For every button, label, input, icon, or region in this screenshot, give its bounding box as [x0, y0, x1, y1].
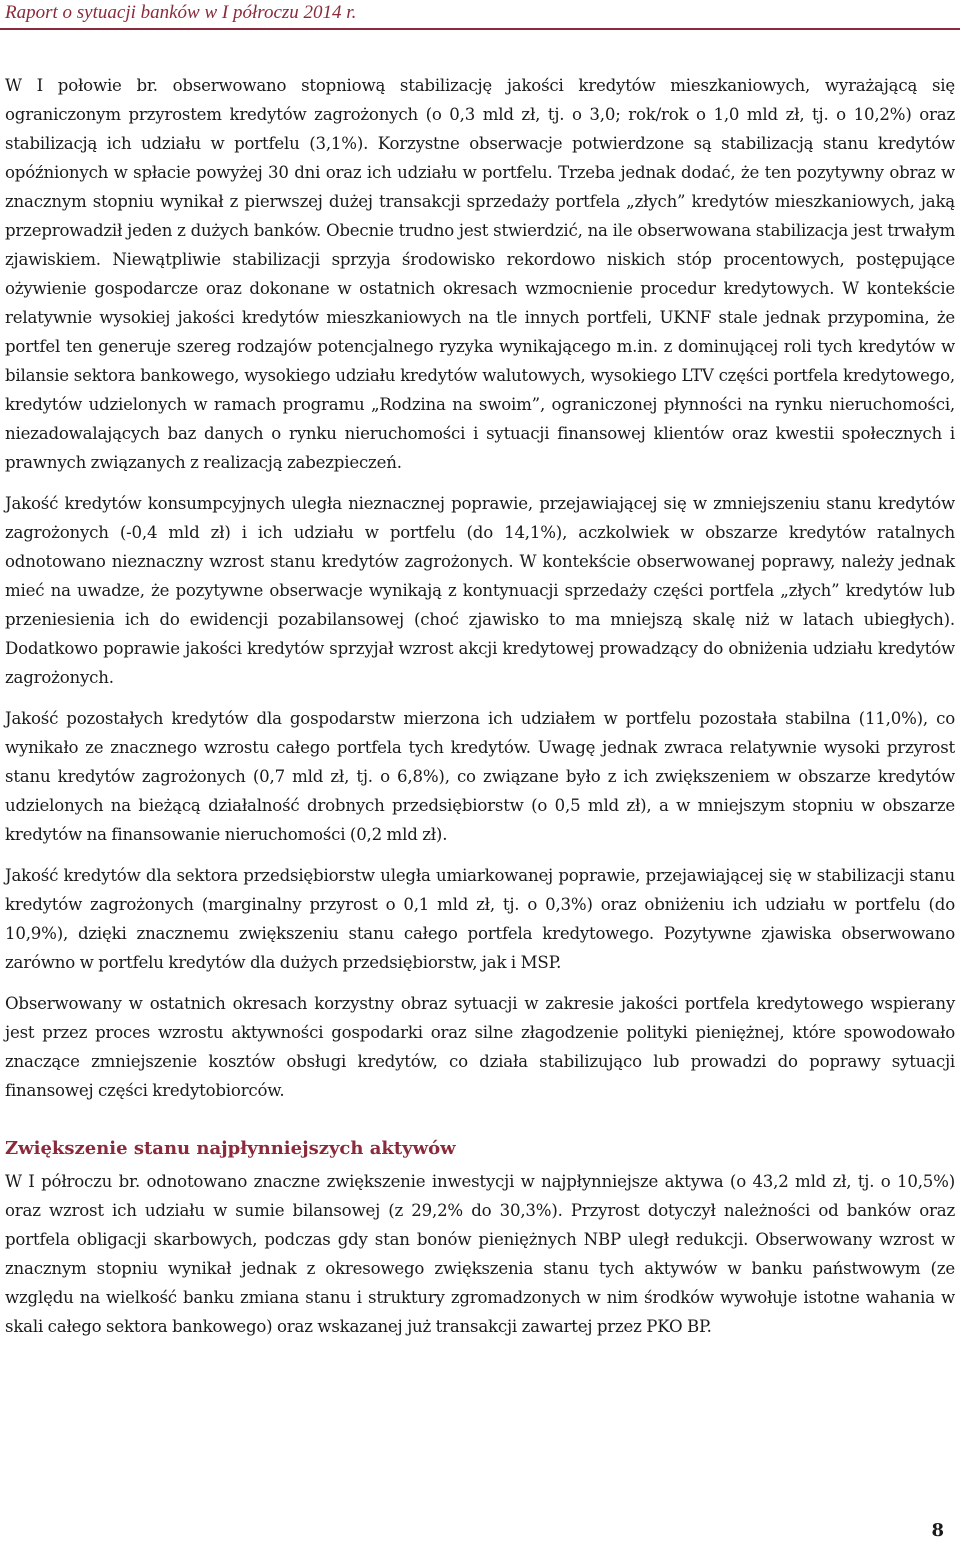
paragraph-other-household-loans: Jakość pozostałych kredytów dla gospodarstw mierzona ich udziałem w portfelu pozostała stabilna (11,0%), co wynikało ze znacznego wzrostu całego portfela tych kredytów. Uwagę jednak zwraca relatywnie wysoki przyrost stanu kredytów zagrożonych (0,7 mld zł, tj. o 6,8%), co związane było z ich zwiększeniem w obszarze kredytów udzielonych na bieżącą działalność drobnych przedsiębiorstw (o 0,5 mld zł), a w mniejszym stopniu w obszarze kredytów na finansowanie nieruchomości (0,2 mld zł). — [5, 709, 955, 844]
paragraph-portfolio-outlook: Obserwowany w ostatnich okresach korzystny obraz sytuacji w zakresie jakości portfela kredytowego wspierany jest przez proces wzrostu aktywności gospodarki oraz silne złagodzenie polityki pieniężnej, które spowodowało znaczące zmniejszenie kosztów obsługi kredytów, co działa stabilizująco lub prowadzi do poprawy sytuacji finansowej części kredytobiorców. — [5, 994, 955, 1100]
page-header — [0, 0, 960, 28]
paragraph-liquid-assets: W I półroczu br. odnotowano znaczne zwiększenie inwestycji w najpłynniejsze aktywa (o 43,2 mld zł, tj. o 10,5%) oraz wzrost ich udziału w sumie bilansowej (z 29,2% do 30,3%). Przyrost dotyczył należności od banków oraz portfela obligacji skarbowych, podczas gdy stan bonów pieniężnych NBP uległ redukcji. Obserwowany wzrost w znacznym stopniu wynikał jednak z okresowego zwiększenia stanu tych aktywów w banku państwowym (ze względu na wielkość banku zmiana stanu i struktury zgromadzonych w nim środków wywołuje istotne wahania w skali całego sektora bankowego) oraz wskazanej już transakcji zawartej przez PKO BP. — [5, 1172, 955, 1336]
page-number: 8 — [931, 1520, 944, 1541]
section-heading: Zwiększenie stanu najpłynniejszych aktywów — [5, 1138, 456, 1159]
paragraph-consumer-loans: Jakość kredytów konsumpcyjnych uległa nieznacznej poprawie, przejawiającej się w zmniejszeniu stanu kredytów zagrożonych (-0,4 mld zł) i ich udziału w portfelu (do 14,1%), aczkolwiek w obszarze kredytów ratalnych odnotowano nieznaczny wzrost stanu kredytów zagrożonych. W kontekście obserwowanej poprawy, należy jednak mieć na uwadze, że pozytywne obserwacje wynikają z kontynuacji sprzedaży części portfela „złych” kredytów lub przeniesienia ich do ewidencji pozabilansowej (choć zjawisko to ma mniejszą skalę niż w latach ubiegłych). Dodatkowo poprawie jakości kredytów sprzyjał wzrost akcji kredytowej prowadzący do obniżenia udziału kredytów zagrożonych. — [5, 494, 955, 687]
document-body — [5, 71, 955, 1353]
header-divider — [0, 28, 960, 30]
paragraph-mortgage-loans: W I połowie br. obserwowano stopniową stabilizację jakości kredytów mieszkaniowych, wyrażającą się ograniczonym przyrostem kredytów zagrożonych (o 0,3 mld zł, tj. o 3,0; rok/rok o 1,0 mld zł, tj. o 10,2%) oraz stabilizacją ich udziału w portfelu (3,1%). Korzystne obserwacje potwierdzone są stabilizacją stanu kredytów opóźnionych w spłacie powyżej 30 dni oraz ich udziału w portfelu. Trzeba jednak dodać, że ten pozytywny obraz w znacznym stopniu wynikał z pierwszej dużej transakcji sprzedaży portfela „złych” kredytów mieszkaniowych, jaką przeprowadził jeden z dużych banków. Obecnie trudno jest stwierdzić, na ile obserwowana stabilizacja jest trwałym zjawiskiem. Niewątpliwie stabilizacji sprzyja środowisko rekordowo niskich stóp procentowych, postępujące ożywienie gospodarcze oraz dokonane w ostatnich okresach wzmocnienie procedur kredytowych. W kontekście relatywnie wysokiej jakości kredytów mieszkaniowych na tle innych portfeli, UKNF stale jednak przypomina, że portfel ten generuje szereg rodzajów potencjalnego ryzyka wynikającego m.in. z dominującej roli tych kredytów w bilansie sektora bankowego, wysokiego udziału kredytów walutowych, wysokiego LTV części portfela kredytowego, kredytów udzielonych w ramach programu „Rodzina na swoim”, ograniczonej płynności na rynku nieruchomości, niezadowalających baz danych o rynku nieruchomości i sytuacji finansowej klientów oraz kwestii społecznych i prawnych związanych z realizacją zabezpieczeń. — [5, 76, 955, 472]
paragraph-corporate-loans: Jakość kredytów dla sektora przedsiębiorstw uległa umiarkowanej poprawie, przejawiającej się w stabilizacji stanu kredytów zagrożonych (marginalny przyrost o 0,1 mld zł, tj. o 0,3%) oraz obniżeniu ich udziału w portfelu (do 10,9%), dzięki znacznemu zwiększeniu stanu całego portfela kredytowego. Pozytywne zjawiska obserwowano zarówno w portfelu kredytów dla dużych przedsiębiorstw, jak i MSP. — [5, 866, 955, 972]
report-title: Raport o sytuacji banków w I półroczu 2014 r. — [5, 2, 357, 23]
